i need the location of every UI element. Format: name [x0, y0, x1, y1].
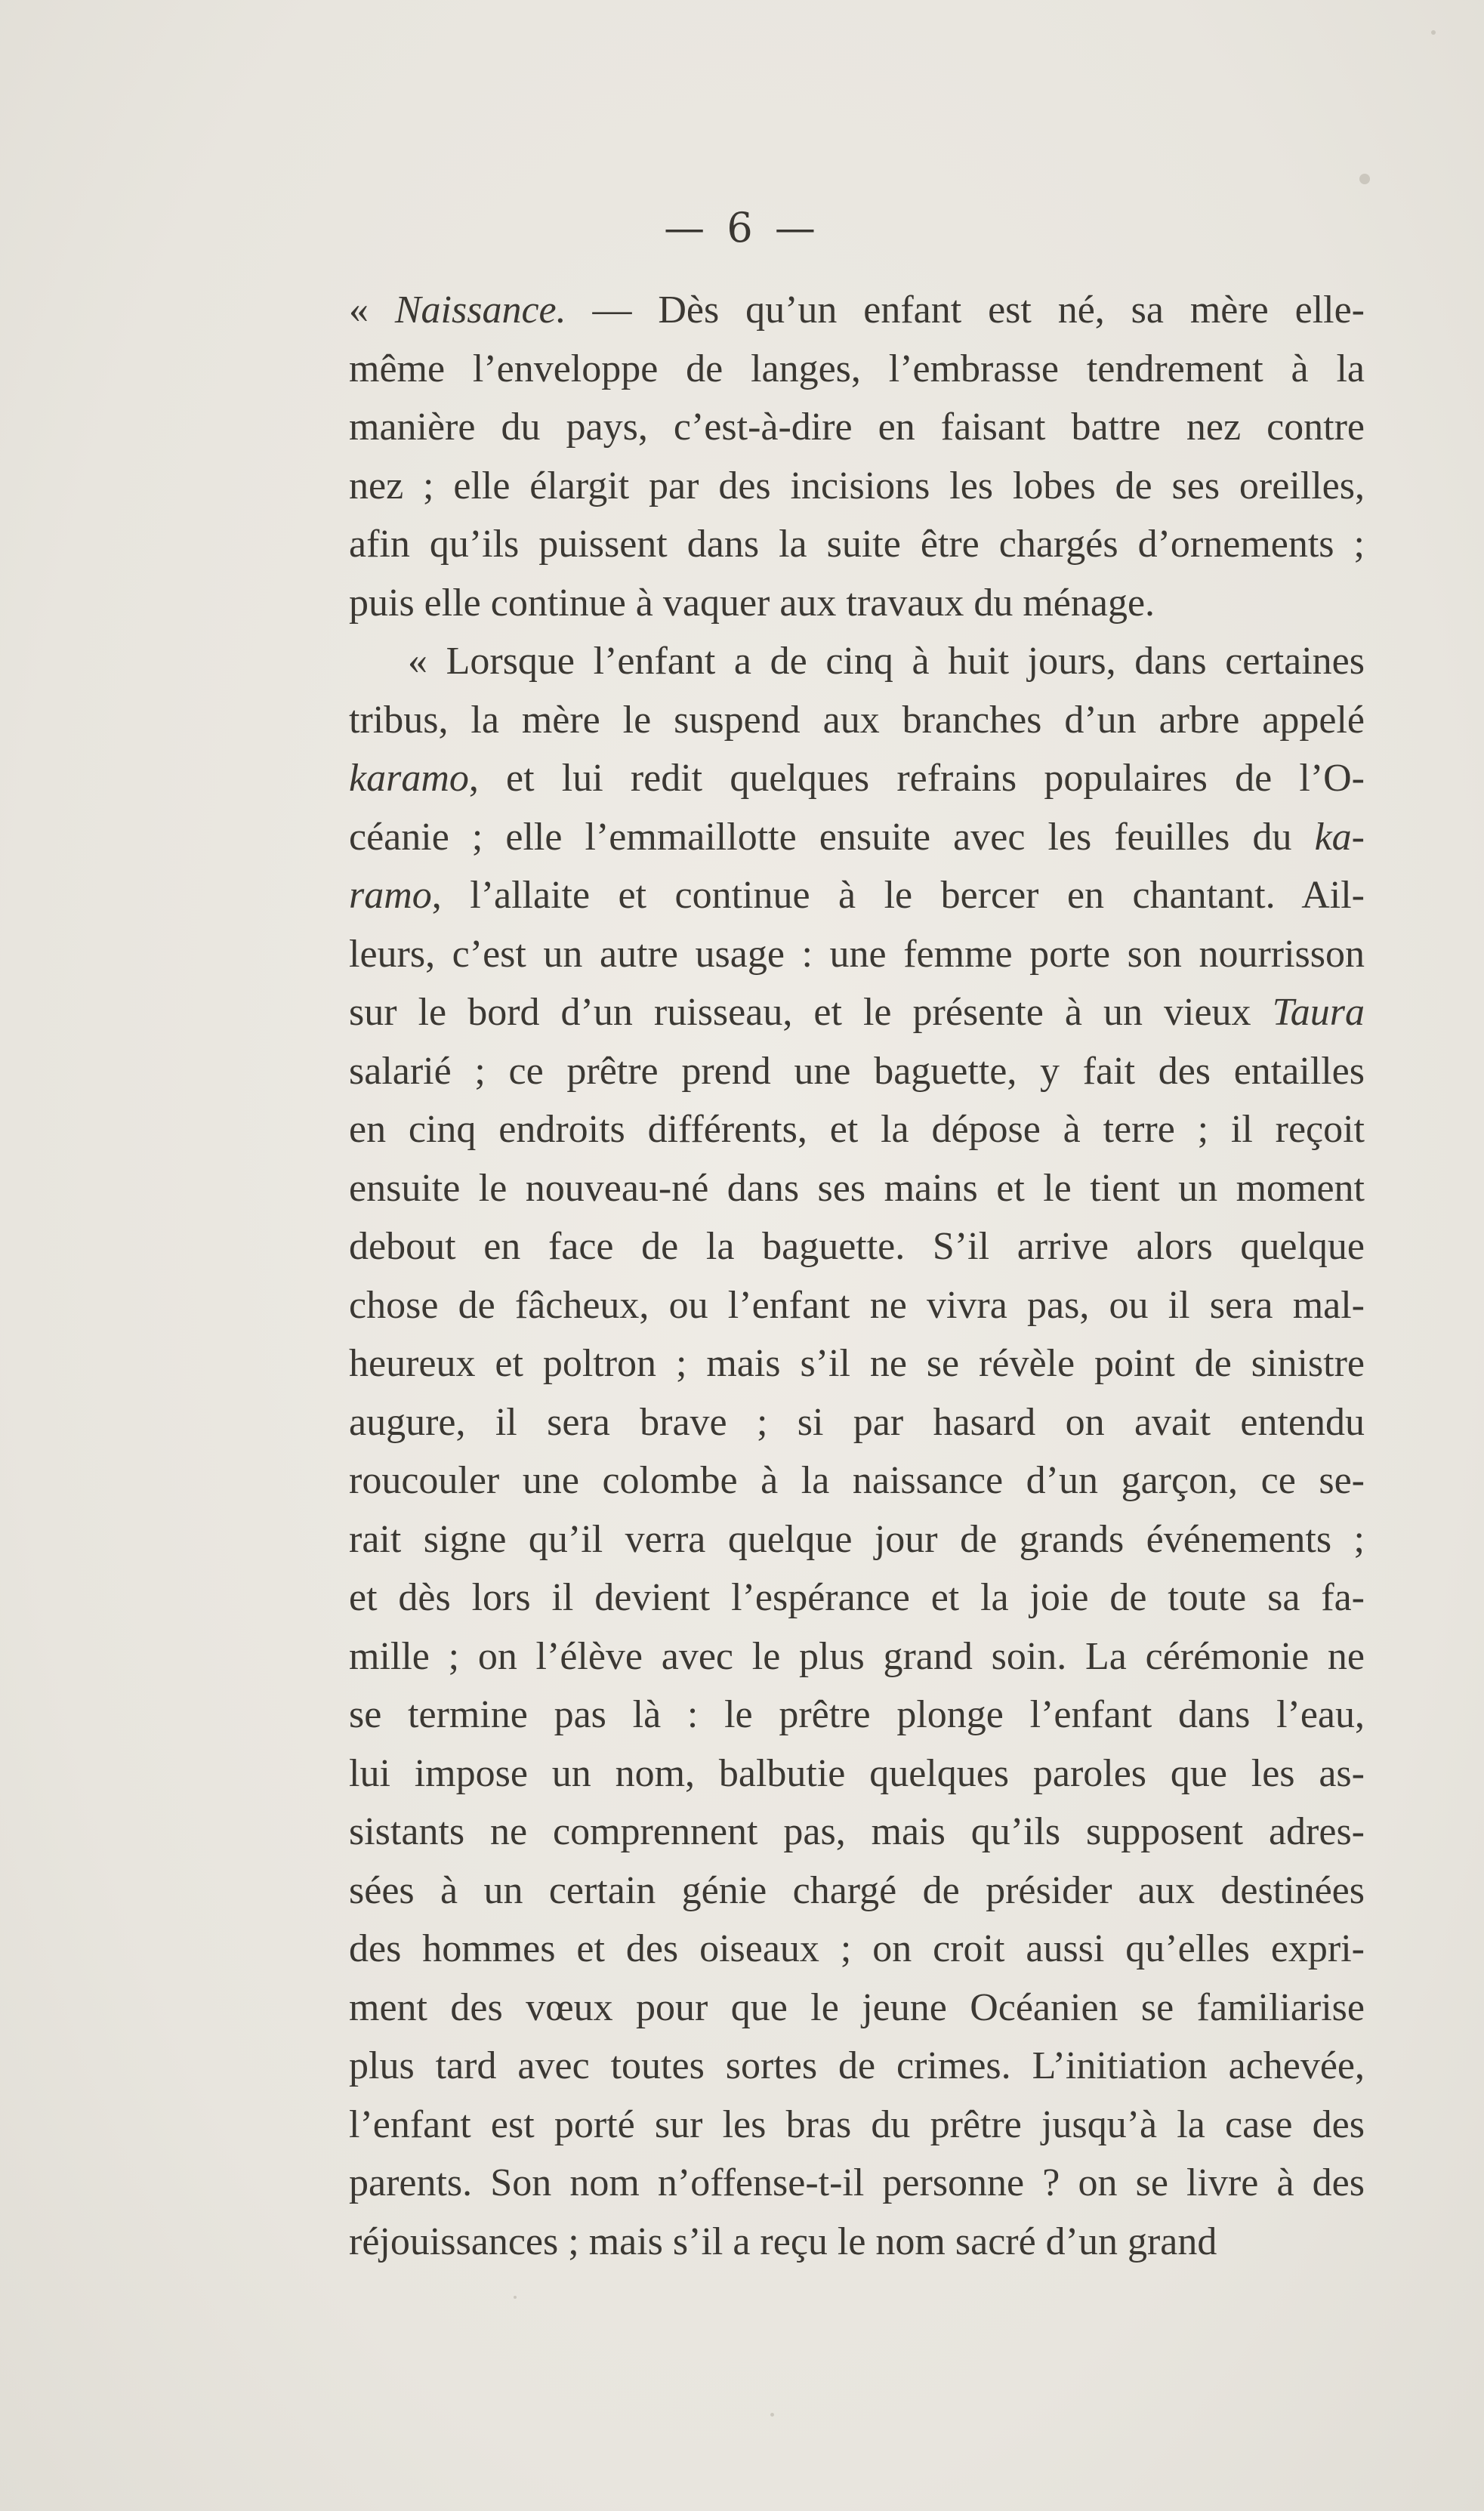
text-run: salarié ; ce prêtre prend une baguette, y fait des entailles [349, 1049, 1365, 1093]
text-line [349, 2213, 1365, 2272]
text-run: mille ; on l’élève avec le plus grand soin. La cérémonie ne [349, 1634, 1365, 1678]
text-line [349, 1627, 1365, 1686]
paper-speck [1359, 174, 1370, 184]
text-run: nez ; elle élargit par des incisions les lobes de ses oreilles, [349, 464, 1365, 507]
text-run: , et lui redit quelques refrains populaires de l’O- [468, 757, 1365, 800]
text-line [349, 1393, 1365, 1452]
text-line [349, 983, 1365, 1042]
text-run: rait signe qu’il verra quelque jour de grands événements ; [349, 1517, 1365, 1561]
text-run: se termine pas là : le prêtre plonge l’enfant dans l’eau, [349, 1693, 1365, 1736]
text-line [349, 808, 1365, 867]
italic-run: Taura [1272, 991, 1365, 1034]
text-run: ensuite le nouveau-né dans ses mains et le tient un moment [349, 1166, 1365, 1210]
body-text [349, 281, 1365, 2271]
text-run: tribus, la mère le suspend aux branches d’un arbre appelé [349, 698, 1365, 742]
italic-run: Naissance. [394, 288, 566, 332]
text-line [349, 1451, 1365, 1510]
text-line [349, 2096, 1365, 2155]
text-line [349, 1217, 1365, 1276]
text-line [349, 1159, 1365, 1218]
text-line [349, 1510, 1365, 1569]
text-run: — Dès qu’un enfant est né, sa mère elle- [566, 288, 1365, 332]
italic-run: ramo [349, 874, 432, 917]
text-run: « [349, 288, 395, 332]
text-run: même l’enveloppe de langes, l’embrasse tendrement à la [349, 347, 1365, 390]
text-run: puis elle continue à vaquer aux travaux du ménage. [349, 581, 1155, 625]
text-line [349, 1862, 1365, 1920]
text-line [349, 574, 1365, 633]
text-line [349, 925, 1365, 984]
text-line [349, 340, 1365, 399]
text-run: ment des vœux pour que le jeune Océanien se familiarise [349, 1985, 1365, 2029]
text-line [349, 866, 1365, 925]
text-line [349, 1920, 1365, 1979]
text-run: des hommes et des oiseaux ; on croit aussi qu’elles expri- [349, 1927, 1365, 1970]
text-line [349, 1744, 1365, 1803]
text-line [349, 749, 1365, 808]
text-run: leurs, c’est un autre usage : une femme porte son nourrisson [349, 932, 1365, 976]
text-run: et dès lors il devient l’espérance et la joie de toute sa fa- [349, 1576, 1365, 1619]
text-line [349, 1803, 1365, 1862]
text-run: parents. Son nom n’offense-t-il personne ? on se livre à des [349, 2161, 1365, 2204]
italic-run: ka- [1314, 815, 1365, 859]
text-line [349, 632, 1365, 691]
text-run: sur le bord d’un ruisseau, et le présente à un vieux [349, 991, 1273, 1034]
text-line [349, 1979, 1365, 2037]
text-run: céanie ; elle l’emmaillotte ensuite avec les feuilles du [349, 815, 1315, 859]
text-line [349, 515, 1365, 574]
text-run: plus tard avec toutes sortes de crimes. L’initiation achevée, [349, 2044, 1365, 2087]
text-line [349, 457, 1365, 516]
paper-speck [1431, 30, 1436, 35]
text-line [349, 1569, 1365, 1627]
text-run: heureux et poltron ; mais s’il ne se révèle point de sinistre [349, 1342, 1365, 1385]
text-line [349, 281, 1365, 340]
text-run: , l’allaite et continue à le bercer en chantant. Ail- [431, 874, 1365, 917]
text-line [349, 1334, 1365, 1393]
paper-speck [514, 2296, 517, 2299]
text-run: manière du pays, c’est-à-dire en faisant battre nez contre [349, 406, 1365, 449]
text-line [349, 691, 1365, 750]
text-run: roucouler une colombe à la naissance d’un garçon, ce se- [349, 1459, 1365, 1502]
text-run: chose de fâcheux, ou l’enfant ne vivra pas, ou il sera mal- [349, 1283, 1365, 1327]
text-line [349, 2154, 1365, 2213]
text-line [349, 2037, 1365, 2096]
text-run: debout en face de la baguette. S’il arrive alors quelque [349, 1225, 1365, 1268]
text-run: lui impose un nom, balbutie quelques paroles que les as- [349, 1751, 1365, 1795]
text-run: réjouissances ; mais s’il a reçu le nom sacré d’un grand [349, 2219, 1217, 2263]
text-line [349, 1042, 1365, 1101]
text-run: afin qu’ils puissent dans la suite être chargés d’ornements ; [349, 523, 1365, 566]
text-line [349, 1686, 1365, 1744]
text-run: en cinq endroits différents, et la dépose à terre ; il reçoit [349, 1108, 1365, 1151]
text-line [349, 1100, 1365, 1159]
page-number: — 6 — [664, 204, 820, 251]
text-run: augure, il sera brave ; si par hasard on avait entendu [349, 1400, 1365, 1444]
text-line [349, 1276, 1365, 1335]
text-run: l’enfant est porté sur les bras du prêtre jusqu’à la case des [349, 2102, 1365, 2146]
text-run: « Lorsque l’enfant a de cinq à huit jours, dans certaines [408, 640, 1365, 683]
italic-run: karamo [349, 757, 469, 800]
text-run: sées à un certain génie chargé de présider aux destinées [349, 1868, 1365, 1912]
paper-speck [770, 2413, 774, 2417]
text-line [349, 398, 1365, 457]
text-run: sistants ne comprennent pas, mais qu’ils supposent adres- [349, 1810, 1365, 1853]
